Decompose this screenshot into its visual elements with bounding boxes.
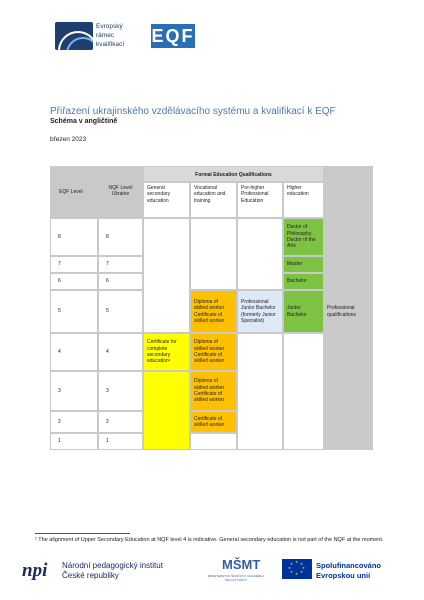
msmt-logo-text: MINISTERSTVO ŠKOLSTVÍ, MLÁDEŽE A TĚLOVÝCHOVY [207, 574, 265, 582]
eu-cofunded-text [316, 561, 381, 580]
eqf-level-7: 7 [50, 256, 98, 273]
msmt-logo [200, 557, 272, 583]
footnote-rule [35, 533, 130, 534]
npi-line-2: České republiky [62, 571, 119, 580]
eqf-level-8: 8 [50, 218, 98, 256]
nqf-level-1: 1 [98, 433, 143, 450]
vocational-empty-upper [190, 218, 237, 290]
eqf-level-3: 3 [50, 371, 98, 411]
msmt-logo-mark: MŠMT [222, 557, 261, 572]
higher-l7-cell: Master [283, 256, 324, 273]
eqf-level-1: 1 [50, 433, 98, 450]
vocational-l2-cell: Certificate of skilled worker [190, 411, 237, 433]
prehigher-empty-lower [237, 333, 283, 450]
higher-header: Higher education [283, 182, 324, 218]
prehigher-l5-cell: Professional Junior Bachelor (formerly Junior Specialist) [237, 290, 283, 333]
nqf-level-6: 6 [98, 273, 143, 290]
eqf-logo-text [96, 22, 124, 49]
eqf-level-6: 6 [50, 273, 98, 290]
nqf-level-4: 4 [98, 333, 143, 371]
vocational-l5-cell: Diploma of skilled worker Certificate of skilled worker [190, 290, 237, 333]
nqf-level-5: 5 [98, 290, 143, 333]
group-header: Formal Education Qualifications [143, 166, 324, 182]
eqf-level-2: 2 [50, 411, 98, 433]
vocational-l3-cell: Diploma of skilled worker Certificate of skilled worker [190, 371, 237, 411]
professional-qualifications-label: Professional qualifications [327, 305, 356, 318]
npi-logo-mark: npi [22, 560, 48, 581]
logo-line-3: kvalifikací [96, 41, 125, 48]
npi-line-1: Národní pedagogický institut [62, 561, 163, 570]
general-l4-cell: Certificate for complete secondary education¹ [143, 333, 190, 371]
eqf-logo-mark: EQF [151, 26, 195, 46]
eqf-level-5: 5 [50, 290, 98, 333]
general-header: General secondary education [143, 182, 190, 218]
document-date: březen 2023 [50, 136, 87, 143]
document-subtitle: Schéma v angličtině [50, 118, 118, 125]
logo-line-2: rámec [96, 32, 115, 39]
higher-l8-cell: Doctor of Philosophy Doctor of the Arts [283, 218, 324, 256]
eqf-logo [55, 22, 195, 50]
general-lower-fill [143, 371, 190, 450]
prehigher-header: Pre-higher Professional Education [237, 182, 283, 218]
vocational-l4-cell: Diploma of skilled worker Certificate of skilled worker [190, 333, 237, 371]
eqf-level-4: 4 [50, 333, 98, 371]
npi-logo-text [62, 561, 163, 581]
eu-line-1: Spolufinancováno [316, 561, 382, 570]
higher-empty-lower [283, 333, 324, 450]
eu-flag-icon: ★ ★ ★ ★ ★ ★ ★ ★ [282, 559, 312, 579]
nqf-level-7: 7 [98, 256, 143, 273]
footnote: ¹ The alignment of Upper Secondary Education at NQF level 4 is indicative. General secondary education is not part of the NQF at the moment. [35, 537, 384, 543]
vocational-header: Vocational education and training [190, 182, 237, 218]
qualifications-table [50, 166, 373, 450]
higher-l5-cell: Junior Bachelor [283, 290, 324, 333]
logo-line-1: Evropský [96, 23, 123, 30]
document-title: Přiřazení ukrajinského vzdělávacího systému a kvalifikací k EQF [50, 106, 336, 117]
nqf-level-2: 2 [98, 411, 143, 433]
eu-line-2: Evropskou unií [316, 570, 371, 580]
nqf-level-header: NQF Level Ukraine [98, 182, 143, 218]
vocational-l1-empty [190, 433, 237, 450]
higher-l6-cell: Bachelor [283, 273, 324, 290]
prehigher-empty-upper [237, 218, 283, 290]
eqf-arch-icon [55, 22, 93, 50]
eqf-level-header: EQF Level [50, 182, 98, 218]
nqf-level-8: 8 [98, 218, 143, 256]
general-empty-upper [143, 218, 190, 333]
nqf-level-3: 3 [98, 371, 143, 411]
